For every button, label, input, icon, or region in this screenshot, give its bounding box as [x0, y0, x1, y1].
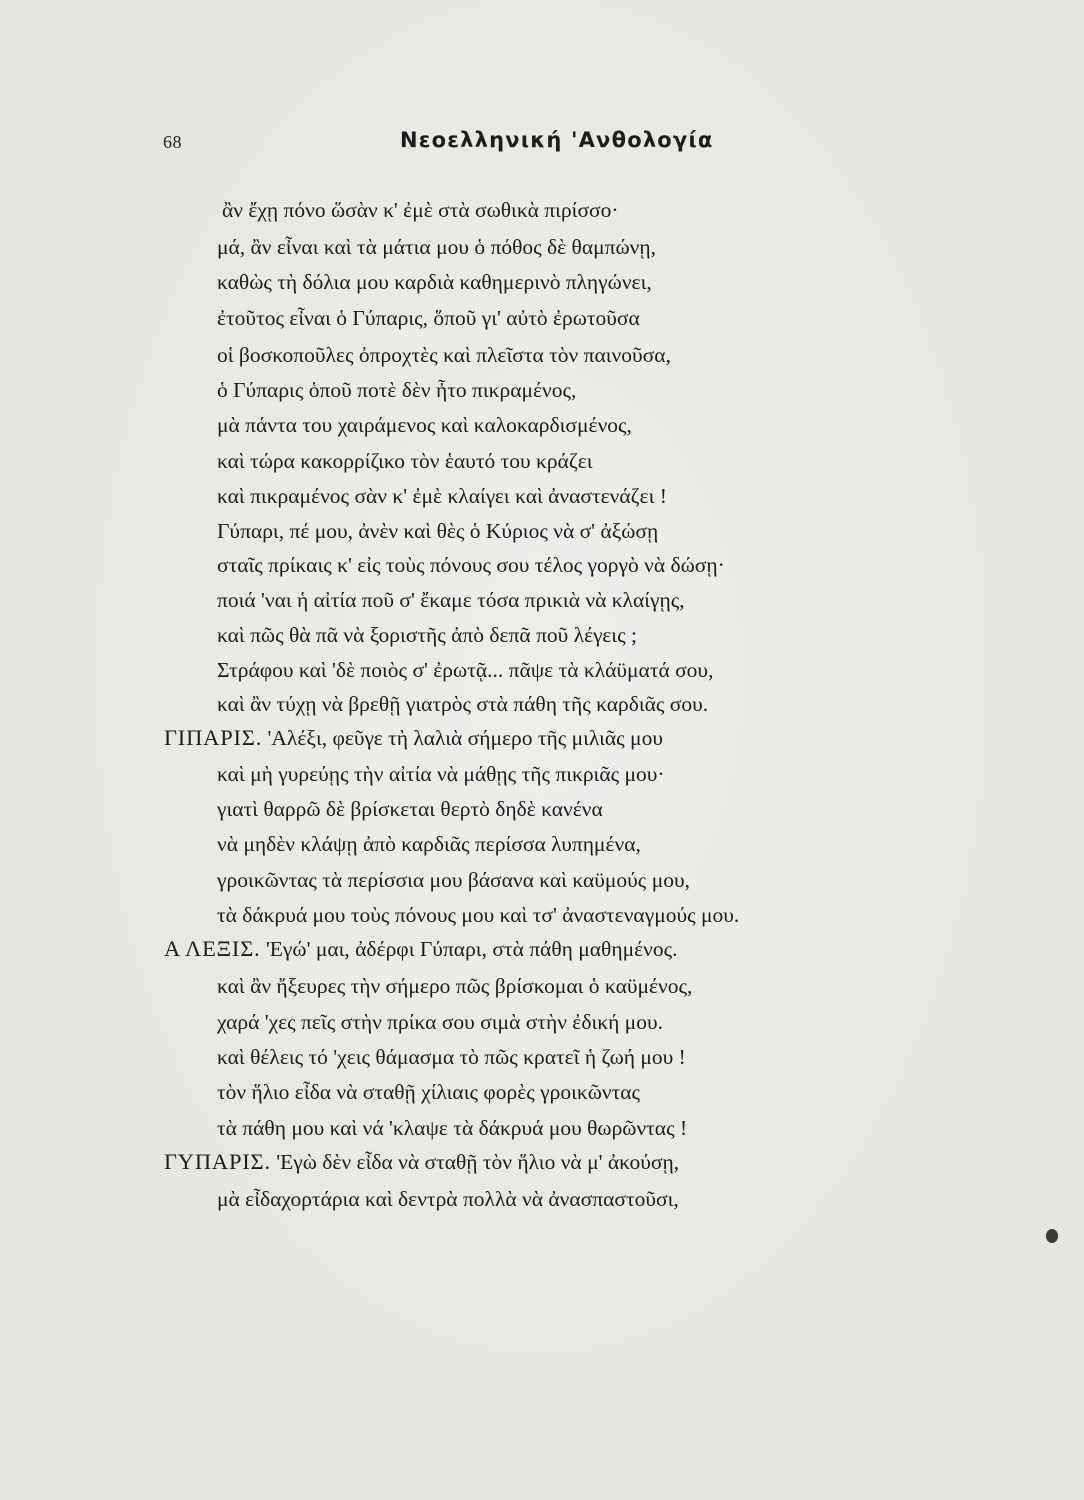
verse-line: μὰ εἶδαχορτάρια καὶ δεντρὰ πολλὰ νὰ ἀνασπαστοῦσι, — [217, 1187, 679, 1211]
verse-line: γροικῶντας τὰ περίσσια μου βάσανα καὶ καϋμούς μου, — [217, 868, 690, 892]
verse-line: Γύπαρι, πέ μου, ἀνὲν καὶ θὲς ὁ Κύριος νὰ σ' ἀξώσῃ — [217, 519, 659, 543]
verse-line: σταῖς πρίκαις κ' εἰς τοὺς πόνους σου τέλος γοργὸ νὰ δώσῃ· — [217, 553, 725, 577]
verse-line: ὁ Γύπαρις ὁποῦ ποτὲ δὲν ἦτο πικραμένος, — [217, 378, 577, 402]
book-title: Νεοελληνική 'Ανθολογία — [400, 128, 714, 152]
verse-line: γιατὶ θαρρῶ δὲ βρίσκεται θερτὸ δηδὲ κανένα — [217, 797, 603, 821]
verse-line: ποιά 'ναι ἡ αἰτία ποῦ σ' ἔκαμε τόσα πρικιὰ νὰ κλαίγῃς, — [217, 588, 685, 612]
speaker-name: Α ΛΕΞΙΣ. — [164, 936, 261, 961]
verse-line: τὸν ἥλιο εἶδα νὰ σταθῇ χίλιαις φορὲς γροικῶντας — [217, 1080, 641, 1104]
verse-line-speaker: ΓΙΠΑΡΙΣ. 'Αλέξι, φεῦγε τὴ λαλιὰ σήμερο τῆς μιλιᾶς μου — [164, 725, 663, 750]
verse-line: νὰ μηδὲν κλάψῃ ἀπὸ καρδιᾶς περίσσα λυπημένα, — [217, 832, 641, 856]
verse-line: καὶ πικραμένος σὰν κ' ἐμὲ κλαίγει καὶ ἀναστενάζει ! — [217, 484, 667, 508]
verse-line: ἐτοῦτος εἶναι ὁ Γύπαρις, ὅποῦ γι' αὐτὸ ἐρωτοῦσα — [217, 306, 640, 330]
verse-line: καὶ ἂν τύχῃ νὰ βρεθῇ γιατρὸς στὰ πάθη τῆς καρδιᾶς σου. — [217, 692, 709, 716]
verse-line: μὰ πάντα του χαιράμενος καὶ καλοκαρδισμένος, — [217, 413, 632, 437]
verse-line-speaker: ΓΥΠΑΡΙΣ. 'Εγὼ δὲν εἶδα νὰ σταθῇ τὸν ἥλιο νὰ μ' ἀκούσῃ, — [164, 1149, 680, 1174]
verse-line: καθὼς τὴ δόλια μου καρδιὰ καθημερινὸ πληγώνει, — [217, 270, 652, 294]
verse-line: οἱ βοσκοποῦλες ὀπροχτὲς καὶ πλεῖστα τὸν παινοῦσα, — [217, 343, 671, 367]
verse-line: καὶ ἂν ἤξευρες τὴν σήμερο πῶς βρίσκομαι ὁ καϋμένος, — [217, 974, 693, 998]
verse-line: καὶ τώρα κακορρίζικο τὸν ἑαυτό του κράζει — [217, 449, 593, 473]
verse-line: τὰ πάθη μου καὶ νά 'κλαψε τὰ δάκρυά μου θωρῶντας ! — [217, 1116, 688, 1140]
page-number: 68 — [163, 132, 182, 152]
verse-line: καὶ πῶς θὰ πᾶ νὰ ξοριστῆς ἀπὸ δεπᾶ ποῦ λέγεις ; — [217, 623, 637, 647]
speaker-name: ΓΥΠΑΡΙΣ. — [164, 1149, 271, 1174]
verse-line: ἂν ἔχῃ πόνο ὥσὰν κ' ἐμὲ στὰ σωθικὰ πιρίσσο· — [222, 198, 619, 222]
verse-line: καὶ θέλεις τό 'χεις θάμασμα τὸ πῶς κρατεῖ ἡ ζωή μου ! — [217, 1045, 686, 1069]
verse-line: τὰ δάκρυά μου τοὺς πόνους μου καὶ τσ' ἀναστεναγμούς μου. — [217, 903, 740, 927]
verse-line-speaker: Α ΛΕΞΙΣ. 'Εγώ' μαι, ἀδέρφι Γύπαρι, στὰ πάθη μαθημένος. — [164, 936, 678, 961]
running-head — [0, 128, 1084, 158]
verse-line: καὶ μὴ γυρεύῃς τὴν αἰτία νὰ μάθῃς τῆς πικριᾶς μου· — [217, 762, 665, 786]
speaker-name: ΓΙΠΑΡΙΣ. — [164, 725, 263, 750]
ink-spot — [1046, 1229, 1058, 1243]
verse-line: Στράφου καὶ 'δὲ ποιὸς σ' ἐρωτᾷ... πᾶψε τὰ κλάϋματά σου, — [217, 658, 714, 682]
verse-line: χαρά 'χες πεῖς στὴν πρίκα σου σιμὰ στὴν ἐδική μου. — [217, 1010, 663, 1034]
verse-line: μά, ἂν εἶναι καὶ τὰ μάτια μου ὁ πόθος δὲ θαμπώνῃ, — [217, 235, 656, 259]
